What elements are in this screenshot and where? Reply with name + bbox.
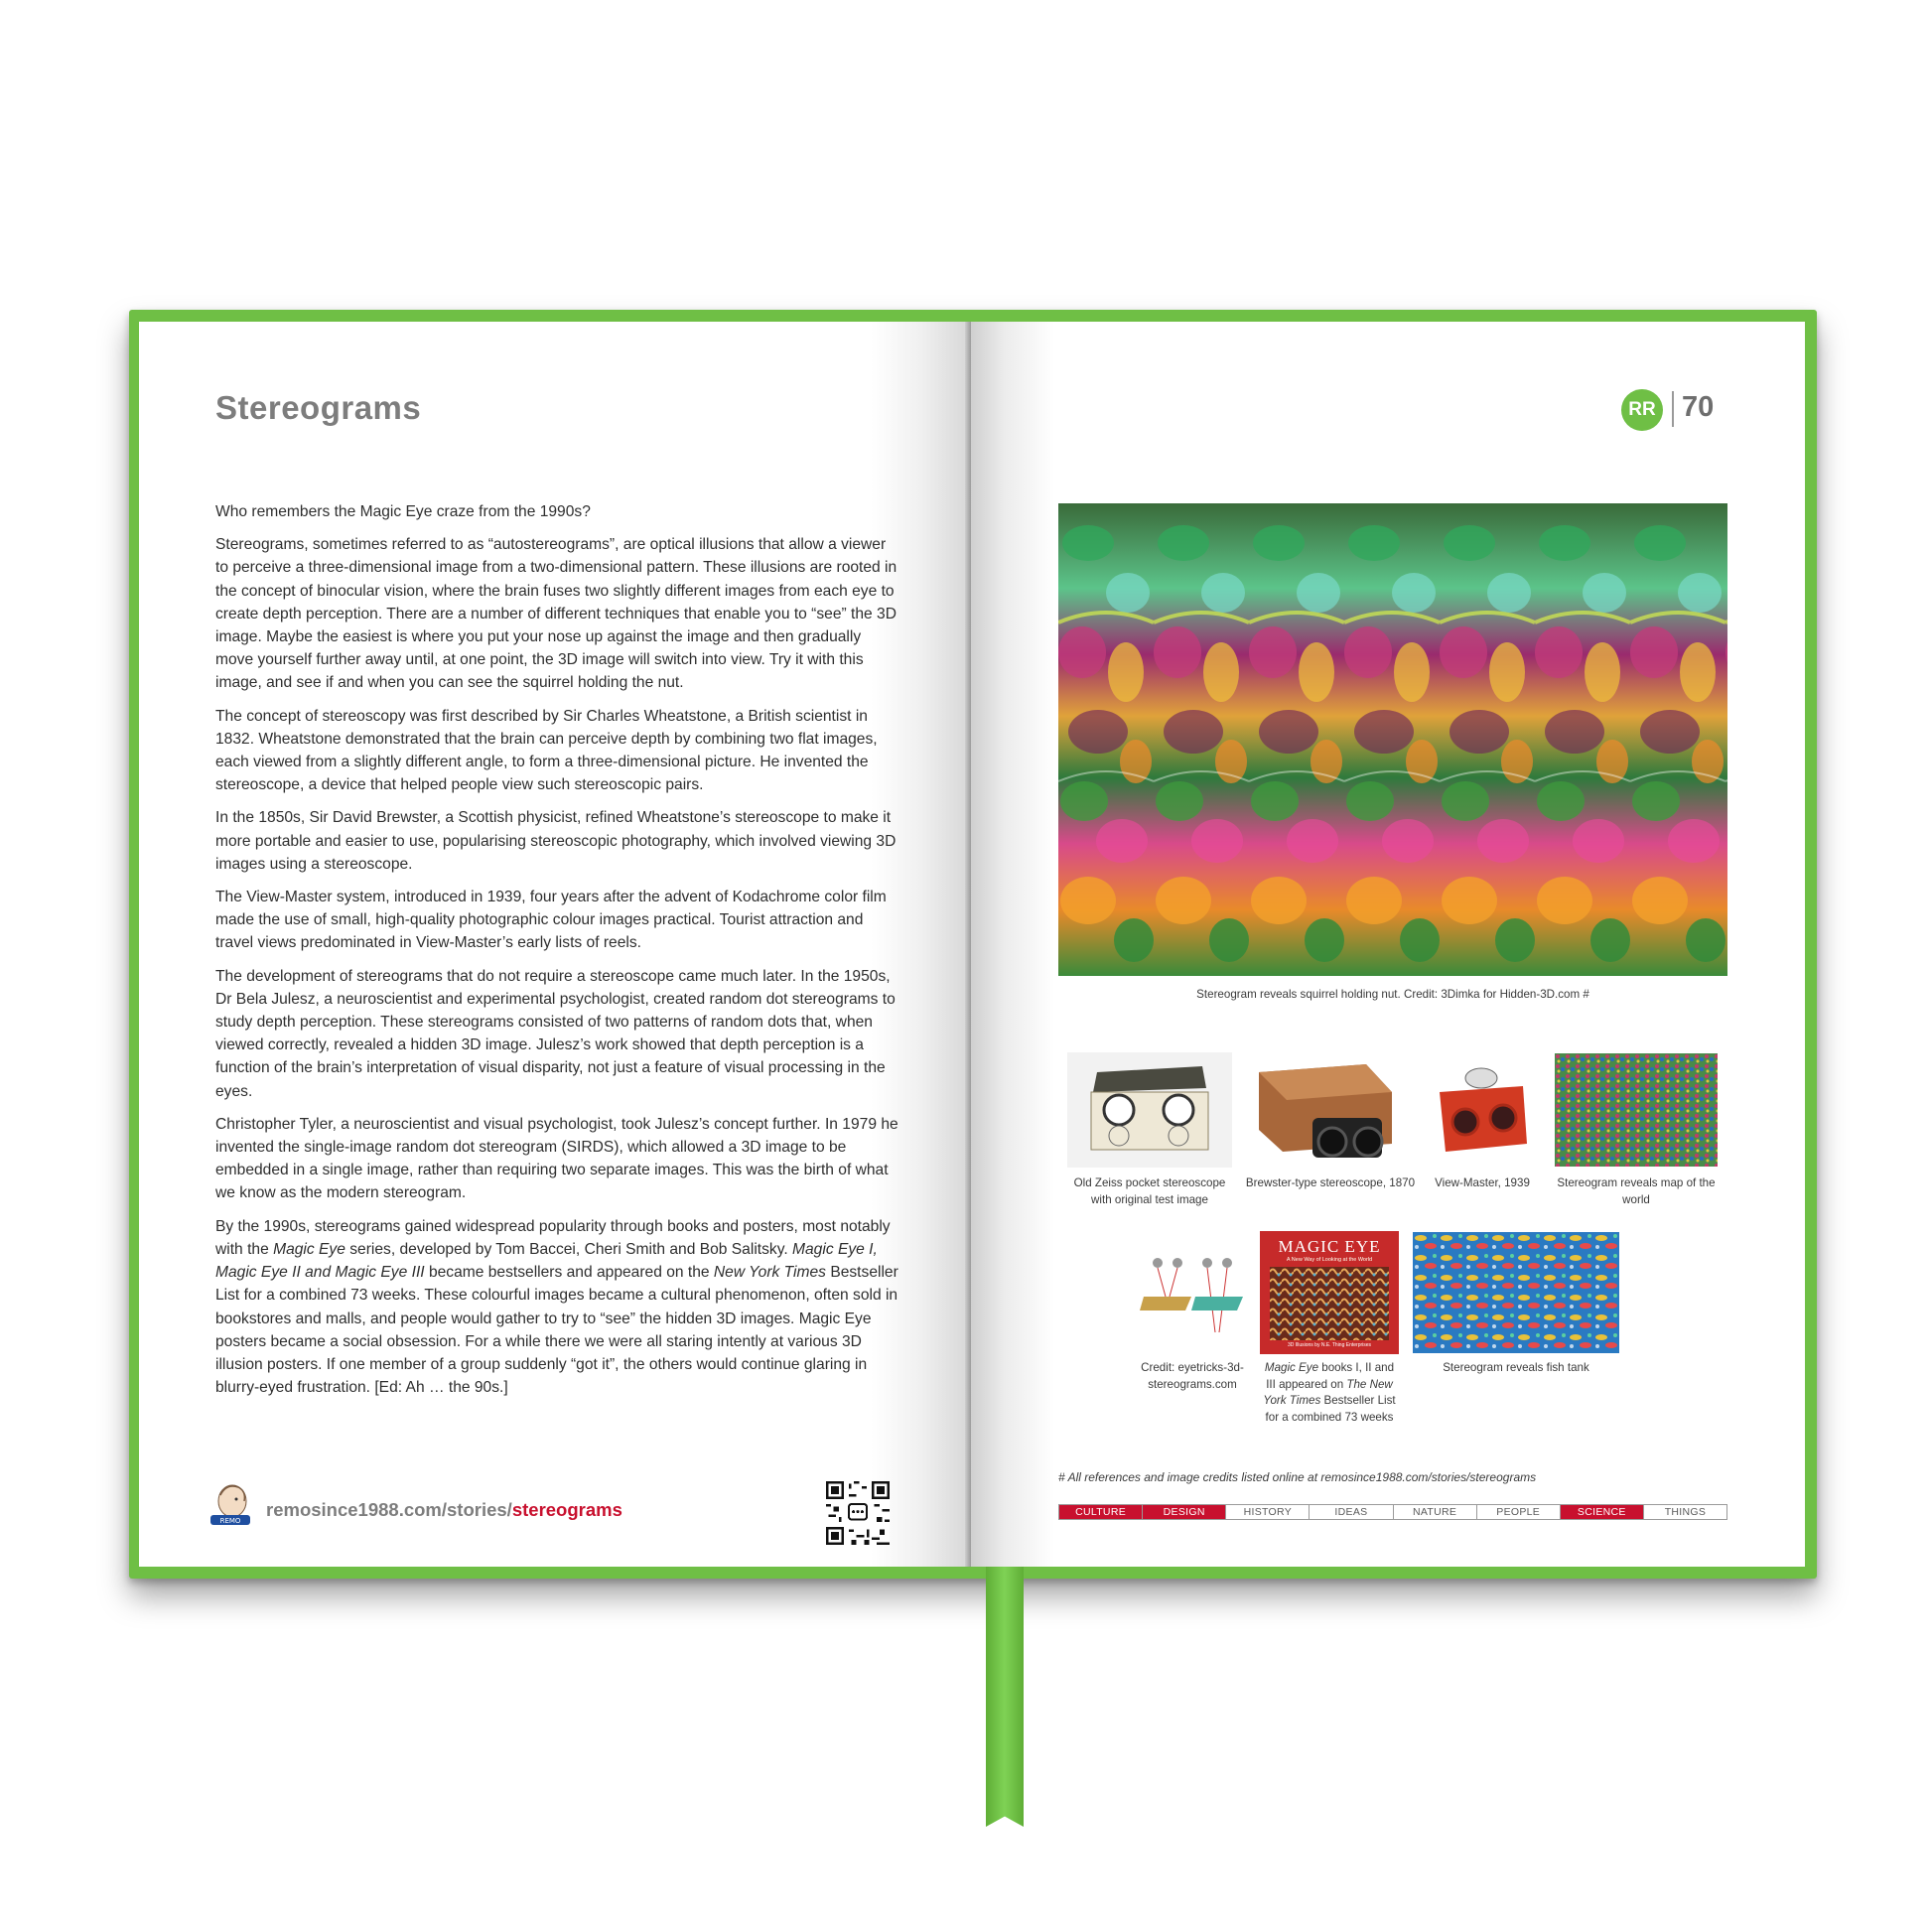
view-master-caption: View-Master, 1939 [1435, 1176, 1530, 1189]
italic-run: Magic Eye I, Magic Eye II and Magic Eye III [215, 1240, 878, 1282]
zeiss-stereoscope-image [1067, 1052, 1232, 1168]
italic-run: Magic Eye [1264, 1361, 1319, 1374]
squirrel-stereogram-image [1058, 503, 1727, 976]
tag-people[interactable]: PEOPLE [1477, 1505, 1561, 1519]
text-run: books I, II and III appeared on [1266, 1361, 1395, 1391]
brewster-stereoscope-image [1247, 1052, 1412, 1168]
magic-eye-book-image [1260, 1231, 1399, 1354]
view-master-image [1426, 1052, 1539, 1168]
brewster-caption: Brewster-type stereoscope, 1870 [1245, 1176, 1416, 1189]
stereo-diagram-image [1138, 1233, 1247, 1352]
fish-tank-stereogram-image [1413, 1232, 1619, 1353]
paragraph: Stereograms, sometimes referred to as “autostereograms”, are optical illusions that allow a viewer to perceive a three-dimensional image from a two-dimensional pattern. These illusions are rooted in the concept of binocular vision, where the brain fuses two slightly different images from each eye to create depth perception. There are a number of different techniques that enable you to “see” the 3D image. Maybe the easiest is where you put your nose up against the image and then gradually move yourself further away until, at one point, the 3D image will switch into view. Try it with this image, and see if and when you can see the squirrel holding the nut. [215, 536, 897, 692]
world-map-caption: Stereogram reveals map of the world [1557, 1176, 1716, 1206]
fish-tank-caption: Stereogram reveals fish tank [1443, 1361, 1589, 1374]
book-footer: 3D Illusions by N.E. Thing Enterprises [1287, 1342, 1372, 1348]
zeiss-caption: Old Zeiss pocket stereoscope with original test image [1073, 1176, 1226, 1206]
page-number: 70 [1682, 391, 1715, 423]
paragraph: The View-Master system, introduced in 1939, four years after the advent of Kodachrome color film made the use of small, high-quality photographic colour images practical. Tourist attraction and travel views predominated in View-Master’s early lists of reels. [215, 889, 887, 952]
svg-text:REMO: REMO [219, 1517, 241, 1525]
remo-logo-icon [208, 1481, 252, 1533]
credits-note: # All references and image credits listed online at remosince1988.com/stories/stereograms [1058, 1470, 1537, 1484]
paragraph: The concept of stereoscopy was first described by Sir Charles Wheatstone, a British scientist in 1832. Wheatstone demonstrated that the brain can perceive depth by combining two flat images, each viewed from a slightly different angle, to form a three-dimensional picture. He invented the stereoscope, a device that helped people view such stereoscopic pairs. [215, 707, 878, 794]
qr-code-icon[interactable] [826, 1481, 890, 1545]
magic-eye-pattern-icon [1270, 1267, 1389, 1340]
zeiss-stereoscope-icon [1067, 1052, 1232, 1168]
tag-things[interactable]: THINGS [1664, 1506, 1707, 1518]
book-subtitle: A New Way of Looking at the World [1286, 1257, 1373, 1263]
text-run: Bestseller List for a combined 73 weeks [1265, 1394, 1396, 1424]
main-image-caption: Stereogram reveals squirrel holding nut. Credit: 3Dimka for Hidden-3D.com # [1196, 988, 1589, 1001]
url-prefix: remosince1988.com/stories/ [266, 1499, 512, 1520]
article-body [215, 500, 900, 1409]
tag-history[interactable]: HISTORY [1226, 1505, 1310, 1519]
page-number-divider [1672, 391, 1674, 427]
left-page [139, 322, 971, 1567]
text-run: By the 1990s, stereograms gained widespread popularity through books and posters, most notably with the [215, 1217, 891, 1258]
book-caption [1260, 1360, 1399, 1426]
paragraph: Christopher Tyler, a neuroscientist and visual psychologist, took Julesz’s concept further. In 1979 he invented the single-image random dot stereogram (SIRDS), which allowed a 3D image to be embedded in a single image, rather than requiring two separate images. This was the birth of what we know as the modern stereogram. [215, 1115, 898, 1202]
text-run: became bestsellers and appeared on the [424, 1264, 714, 1282]
rr-badge: RR [1621, 389, 1663, 431]
text-run: Bestseller List for a combined 73 weeks. These colourful images became a cultural phenomenon, often sold in bookstores and malls, and people would gather to try to “see” the hidden 3D images. Magic Eye posters became a social obsession. For a while there we were all staring intently at various 3D illusion posters. If one member of a group suddenly “got it”, the others would continue glaring in blurry-eyed frustration. [Ed: Ah … the 90s.] [215, 1264, 898, 1397]
tag-science[interactable]: SCIENCE [1561, 1505, 1644, 1519]
book-title: MAGIC EYE [1278, 1237, 1381, 1256]
page-title: Stereograms [215, 389, 422, 426]
italic-run: Magic Eye [273, 1240, 345, 1258]
paragraph: In the 1850s, Sir David Brewster, a Scottish physicist, refined Wheatstone’s stereoscope to make it more portable and easier to use, popularising stereoscopic photography, which involved viewing 3D images using a stereoscope. [215, 809, 897, 873]
world-map-stereogram-image [1555, 1053, 1718, 1167]
right-page [971, 322, 1805, 1567]
stereo-diagram-icon [1138, 1233, 1247, 1352]
tag-design[interactable]: DESIGN [1143, 1505, 1226, 1519]
category-tag-bar [1058, 1504, 1727, 1520]
left-footer [208, 1481, 903, 1551]
paragraph-final [215, 1215, 900, 1400]
brewster-stereoscope-icon [1247, 1052, 1412, 1168]
tag-culture[interactable]: CULTURE [1059, 1505, 1143, 1519]
italic-run: New York Times [713, 1264, 826, 1282]
url-highlight: stereograms [511, 1499, 622, 1520]
italic-run: The New York Times [1263, 1377, 1393, 1407]
diagram-caption: Credit: eyetricks-3d-stereograms.com [1141, 1361, 1244, 1391]
view-master-icon [1426, 1052, 1539, 1168]
text-run: series, developed by Tom Baccei, Cheri Smith and Bob Salitsky. [345, 1240, 793, 1258]
tag-nature[interactable]: NATURE [1394, 1505, 1477, 1519]
paragraph: Who remembers the Magic Eye craze from the 1990s? [215, 503, 591, 520]
tag-ideas[interactable]: IDEAS [1310, 1505, 1393, 1519]
paragraph: The development of stereograms that do not require a stereoscope came much later. In the 1950s, Dr Bela Julesz, a neuroscientist and experimental psychologist, created random dot stereograms to study depth perception. These stereograms consisted of two patterns of random dots that, when viewed correctly, revealed a hidden 3D image. Julesz’s work showed that depth perception is a function of the brain’s interpretation of visual disparity, not just a feature of visual processing in the eyes. [215, 967, 896, 1100]
story-url[interactable] [266, 1499, 622, 1521]
bookmark-ribbon[interactable] [986, 1567, 1024, 1827]
